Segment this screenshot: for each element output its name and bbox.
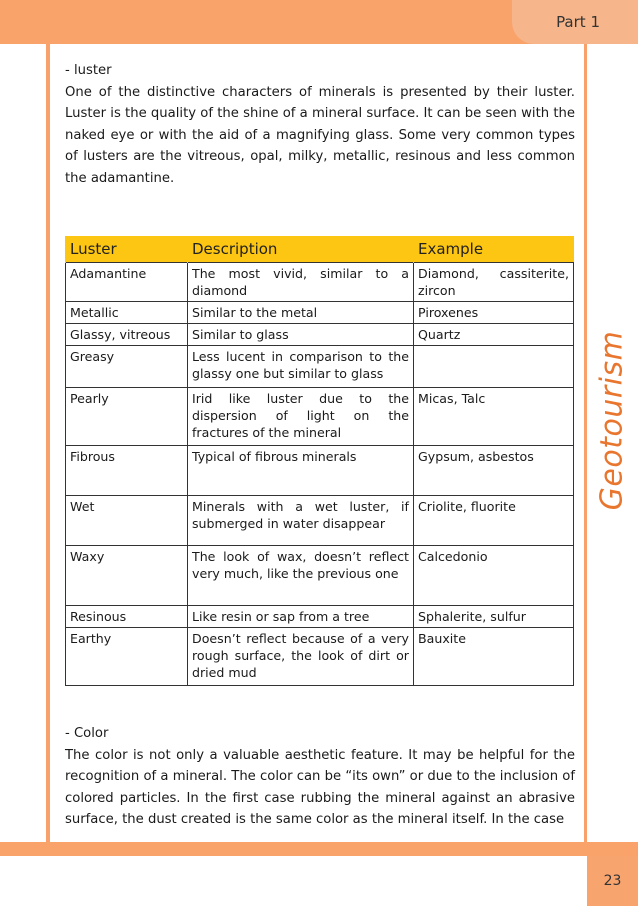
cell-example: Criolite, fluorite	[414, 496, 574, 546]
footer-band	[0, 842, 638, 856]
luster-paragraph: One of the distinctive characters of minerals is presented by their luster. Luster is the quality of the shine of a mineral surface. It can be seen with the naked eye or with the aid of a magnifying glass. Some very common types of lusters are the vitreous, opal, milky, metallic, resinous and less common the adamantine.	[65, 84, 575, 186]
color-paragraph: The color is not only a valuable aesthetic feature. It may be helpful for the recognition of a mineral. The color can be “its own” or due to the inclusion of colored particles. In the first case rubbing the mineral against an abrasive surface, the dust created is the same color as the mineral itself. In the case	[65, 747, 575, 828]
cell-example: Micas, Talc	[414, 388, 574, 446]
cell-luster: Fibrous	[66, 446, 188, 496]
cell-example: Bauxite	[414, 628, 574, 686]
table-row	[66, 388, 574, 446]
table-header-row	[66, 236, 574, 263]
cell-description: Similar to the metal	[188, 302, 414, 324]
cell-luster: Waxy	[66, 546, 188, 606]
cell-description: Like resin or sap from a tree	[188, 606, 414, 628]
table-row	[66, 324, 574, 346]
cell-luster: Pearly	[66, 388, 188, 446]
cell-example	[414, 346, 574, 388]
luster-table	[65, 236, 574, 686]
table-row	[66, 606, 574, 628]
column-header-luster: Luster	[66, 236, 188, 263]
page-number-box	[587, 856, 638, 906]
side-title-text: Geotourism	[594, 330, 630, 510]
column-header-description: Description	[188, 236, 414, 263]
table-row	[66, 546, 574, 606]
cell-example: Piroxenes	[414, 302, 574, 324]
luster-heading: - luster	[65, 63, 112, 78]
cell-description: Minerals with a wet luster, if submerged in water disappear	[188, 496, 414, 546]
cell-example: Calcedonio	[414, 546, 574, 606]
cell-example: Diamond, cassiterite, zircon	[414, 263, 574, 302]
cell-example: Sphalerite, sulfur	[414, 606, 574, 628]
cell-description: Doesn’t reflect because of a very rough surface, the look of dirt or dried mud	[188, 628, 414, 686]
cell-example: Gypsum, asbestos	[414, 446, 574, 496]
table-row	[66, 496, 574, 546]
table-row	[66, 446, 574, 496]
part-tab	[512, 0, 638, 44]
table-row	[66, 302, 574, 324]
left-frame-line	[46, 44, 50, 842]
part-label: Part 1	[556, 13, 600, 31]
right-frame-line	[584, 44, 587, 842]
side-title	[589, 310, 635, 530]
cell-luster: Earthy	[66, 628, 188, 686]
cell-description: The most vivid, similar to a diamond	[188, 263, 414, 302]
cell-luster: Metallic	[66, 302, 188, 324]
table-row	[66, 628, 574, 686]
color-section	[65, 723, 575, 831]
cell-luster: Adamantine	[66, 263, 188, 302]
column-header-example: Example	[414, 236, 574, 263]
cell-luster: Resinous	[66, 606, 188, 628]
cell-description: Less lucent in comparison to the glassy one but similar to glass	[188, 346, 414, 388]
cell-description: Similar to glass	[188, 324, 414, 346]
table-row	[66, 263, 574, 302]
cell-description: The look of wax, doesn’t reflect very much, like the previous one	[188, 546, 414, 606]
cell-luster: Wet	[66, 496, 188, 546]
cell-luster: Greasy	[66, 346, 188, 388]
table-row	[66, 346, 574, 388]
luster-section	[65, 60, 575, 190]
cell-description: Typical of fibrous minerals	[188, 446, 414, 496]
color-heading: - Color	[65, 726, 109, 741]
cell-example: Quartz	[414, 324, 574, 346]
cell-description: Irid like luster due to the dispersion of light on the fractures of the mineral	[188, 388, 414, 446]
cell-luster: Glassy, vitreous	[66, 324, 188, 346]
page-number: 23	[603, 873, 622, 889]
